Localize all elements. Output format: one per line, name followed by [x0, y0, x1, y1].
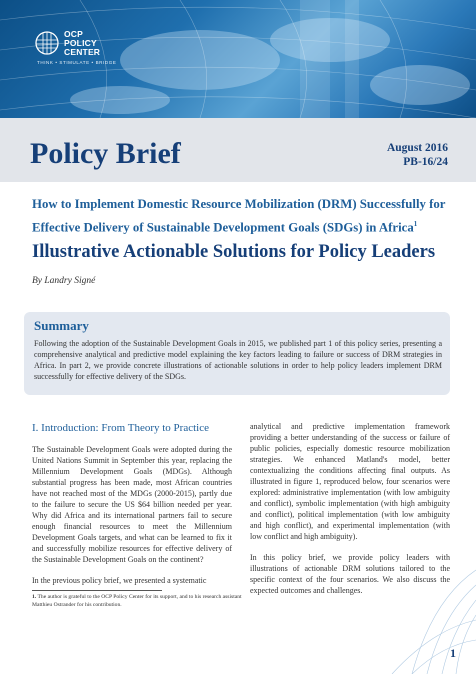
summary-text: Following the adoption of the Sustainable Development Goals in 2015, we published part 1 of this policy series, presenting a comprehensive analytical and predictive model explaining the key factors leading to failure or success of DRM strategies in Africa. In part 2, we provide concrete illustrations of actionable solutions in order to help policy leaders implement DRM successfully for effective delivery of the SDGs.	[34, 339, 442, 381]
summary-box	[24, 312, 450, 395]
ocp-logo[interactable]	[34, 28, 117, 65]
headline-footnote-mark[interactable]: 1	[413, 220, 418, 228]
body-paragraph: The Sustainable Development Goals were adopted during the United Nations Summit in September this year, replacing the Millennium Development Goals (MDGs). Although substantial progress has been made, most African countries have not reached most of the MDGs (2000-2015), partly due to the failure to secure the US $64 billion needed per year. Why did Africa and its international partners fail to secure enough financial resources to meet the Millennium Development Goals targets, and what can be learned to fix it and successfully mobilize resources for effective delivery of the Sustainable Development Goals on the continent?	[32, 445, 232, 564]
body-paragraph: In the previous policy brief, we presented a systematic	[32, 576, 207, 585]
document-type-title: Policy Brief	[30, 137, 181, 170]
logo-text-line3: CENTER	[64, 47, 101, 57]
publication-date: August 2016	[386, 142, 448, 154]
article-headline	[32, 194, 452, 237]
page-number: 1	[450, 646, 456, 660]
globe-logo-icon	[34, 30, 60, 56]
logo-text-line2: POLICY	[64, 38, 97, 48]
left-column	[32, 444, 232, 596]
body-paragraph: In this policy brief, we provide policy leaders with illustrations of actionable DRM solutions tailored to the specific context of the four scenarios. We also discuss the expected outcomes and challenges.	[250, 553, 450, 595]
summary-title: Summary	[34, 318, 89, 333]
article-subheadline: Illustrative Actionable Solutions for Policy Leaders	[32, 242, 436, 262]
header-banner	[0, 0, 476, 118]
logo-tagline: THINK • STIMULATE • BRIDGE	[37, 60, 117, 65]
footnote-divider	[32, 590, 162, 591]
footnote	[32, 594, 242, 609]
footnote-text: The author is grateful to the OCP Policy Center for its support, and to his research assistant Matthieu Ostrander for his contribution.	[32, 594, 242, 608]
decorative-corner-graphic	[372, 560, 476, 674]
publication-number: PB-16/24	[403, 156, 448, 168]
article-headline-text: How to Implement Domestic Resource Mobilization (DRM) Successfully for Effective Delivery of Sustainable Development Goals (SDGs) in Africa	[32, 197, 446, 235]
logo-text-line1: OCP	[64, 29, 84, 39]
author-byline: By Landry Signé	[32, 276, 96, 286]
body-paragraph: analytical and predictive implementation framework providing a better understanding of the success or failure of public policies, especially domestic resource mobilization strategies. We enhanced Matland's model, better contextualizing the conditions affecting final outputs. As illustrated in figure 1, reproduced below, four scenarios were explored: administrative implementation (with low ambiguity and conflict), symbolic implementation (with high ambiguity and conflict), political implementation (with low ambiguity and high conflict), and experimental implementation (with low conflict and high ambiguity).	[250, 422, 450, 541]
section-heading: I. Introduction: From Theory to Practice	[32, 422, 209, 434]
footnote-mark: 1.	[32, 594, 37, 600]
